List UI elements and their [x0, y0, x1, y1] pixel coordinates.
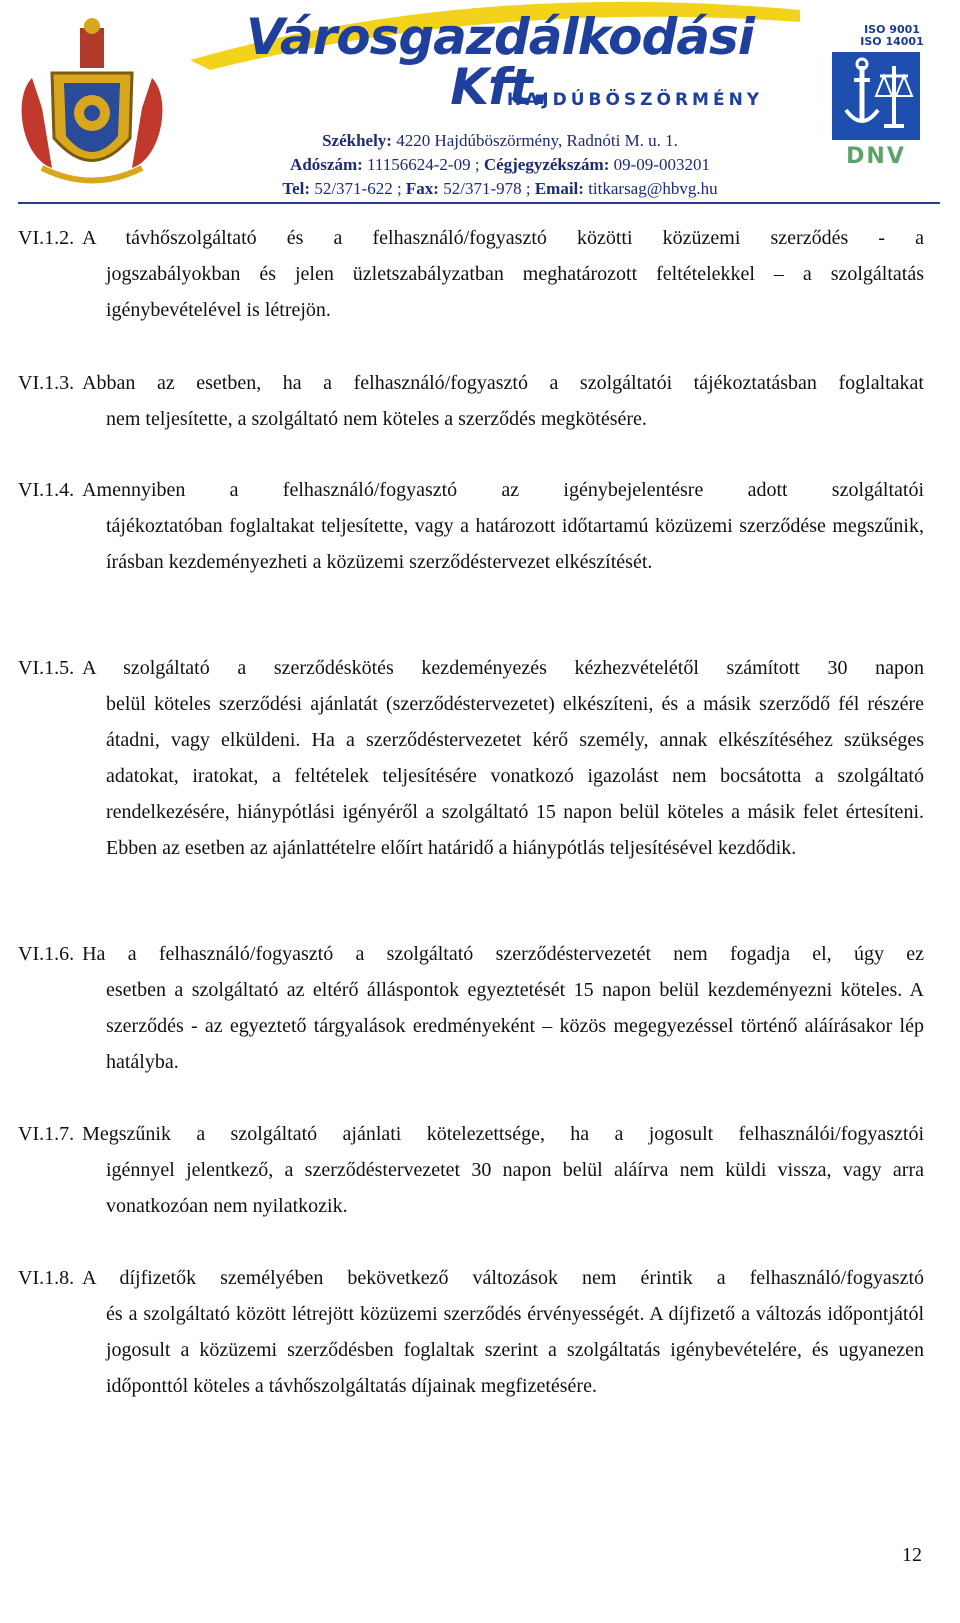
- company-city: HAJDÚBÖSZÖRMÉNY: [506, 90, 764, 110]
- section-first-line: [18, 1116, 924, 1152]
- section-text-rest: igénnyel jelentkező, a szerződéstervezetet 30 napon belül aláírva nem küldi vissza, vagy arra vonatkozóan nem nyilatkozik.: [106, 1159, 924, 1217]
- header-divider: [18, 202, 940, 204]
- contact-block: [180, 129, 820, 201]
- section-text-rest: jogszabályokban és jelen üzletszabályzatban meghatározott feltételekkel – a szolgáltatás igénybevételével is létrejön.: [106, 263, 924, 321]
- dnv-certification-logo: [832, 52, 920, 170]
- contact-line: Tel: 52/371-622 ; Fax: 52/371-978 ; Email: titkarsag@hbvg.hu: [282, 179, 718, 198]
- section-text-first: A díjfizetők személyében bekövetkező változások nem érintik a felhasználó/fogyasztó: [82, 1267, 924, 1289]
- section-VI-1-8: [18, 1260, 924, 1404]
- address-line: Székhely: 4220 Hajdúböszörmény, Radnóti M. u. 1.: [322, 131, 678, 150]
- section-text-first: A szolgáltató a szerződéskötés kezdeményezés kézhezvételétől számított 30 napon: [82, 657, 924, 679]
- section-number: VI.1.2.: [18, 227, 75, 249]
- letterhead: [0, 0, 960, 205]
- section-text-rest: esetben a szolgáltató az eltérő álláspontok egyeztetését 15 napon belül kezdeményezni köteles. A szerződés - az egyeztető tárgyalások eredményeként – közös megegyezéssel történő aláírásakor lép hatályba.: [106, 979, 924, 1073]
- section-text-rest: és a szolgáltató között létrejött közüzemi szerződés érvényességét. A díjfizető a változás időpontjától jogosult a közüzemi szerződésben foglaltak szerint a szolgáltatás igénybevételére, és ugyanezen időponttól köteles a távhőszolgáltatás díjainak megfizetésére.: [106, 1303, 924, 1397]
- section-VI-1-4: [18, 472, 924, 580]
- section-VI-1-3: [18, 365, 924, 437]
- section-text-rest: nem teljesítette, a szolgáltató nem köteles a szerződés megkötésére.: [106, 408, 647, 430]
- company-name: Városgazdálkodási Kft.: [246, 8, 754, 116]
- section-text-rest: belül köteles szerződési ajánlatát (szerződéstervezetet) elkészíteni, és a másik szerződő fél részére átadni, vagy elküldeni. Ha a szerződéstervezetet kérő személy, annak elkészítéséhez szükséges adatokat, iratokat, a feltételek teljesítésére vonatkozó igazolást nem bocsátotta a szolgáltató rendelkezésére, hiánypótlási igényéről a szolgáltató 15 napon belül köteles a másik felet értesíteni. Ebben az esetben az ajánlattételre előírt határidő a hiánypótlás teljesítésével kezdődik.: [106, 693, 924, 859]
- coat-of-arms-logo: [12, 18, 172, 198]
- anchor-scale-icon: [832, 52, 920, 140]
- section-text-first: Abban az esetben, ha a felhasználó/fogyasztó a szolgáltatói tájékoztatásban foglaltakat: [82, 372, 924, 394]
- section-text-first: Ha a felhasználó/fogyasztó a szolgáltató szerződéstervezetét nem fogadja el, úgy ez: [82, 943, 924, 965]
- page-number: 12: [902, 1544, 922, 1566]
- section-number: VI.1.5.: [18, 657, 75, 679]
- section-VI-1-7: [18, 1116, 924, 1224]
- section-number: VI.1.4.: [18, 479, 75, 501]
- section-number: VI.1.8.: [18, 1267, 75, 1289]
- section-first-line: [18, 936, 924, 972]
- section-VI-1-2: [18, 220, 924, 328]
- iso-certification-text: ISO 9001 ISO 14001: [860, 23, 924, 48]
- section-first-line: [18, 220, 924, 256]
- section-first-line: [18, 365, 924, 401]
- section-first-line: [18, 472, 924, 508]
- section-number: VI.1.6.: [18, 943, 75, 965]
- section-first-line: [18, 1260, 924, 1296]
- section-text-first: A távhőszolgáltató és a felhasználó/fogyasztó közötti közüzemi szerződés - a: [82, 227, 924, 249]
- section-text-first: Megszűnik a szolgáltató ajánlati kötelezettsége, ha a jogosult felhasználói/fogyasztói: [82, 1123, 924, 1145]
- section-number: VI.1.7.: [18, 1123, 75, 1145]
- section-text-first: Amennyiben a felhasználó/fogyasztó az igénybejelentésre adott szolgáltatói: [82, 479, 924, 501]
- section-number: VI.1.3.: [18, 372, 75, 394]
- section-text-rest: tájékoztatóban foglaltakat teljesítette, vagy a határozott időtartamú közüzemi szerződése megszűnik, írásban kezdeményezheti a közüzemi szerződéstervezet elkészítését.: [106, 515, 924, 573]
- section-VI-1-5: [18, 650, 924, 866]
- dnv-wordmark: DNV: [846, 144, 906, 169]
- section-VI-1-6: [18, 936, 924, 1080]
- registration-line: Adószám: 11156624-2-09 ; Cégjegyzékszám: 09-09-003201: [290, 155, 710, 174]
- section-first-line: [18, 650, 924, 686]
